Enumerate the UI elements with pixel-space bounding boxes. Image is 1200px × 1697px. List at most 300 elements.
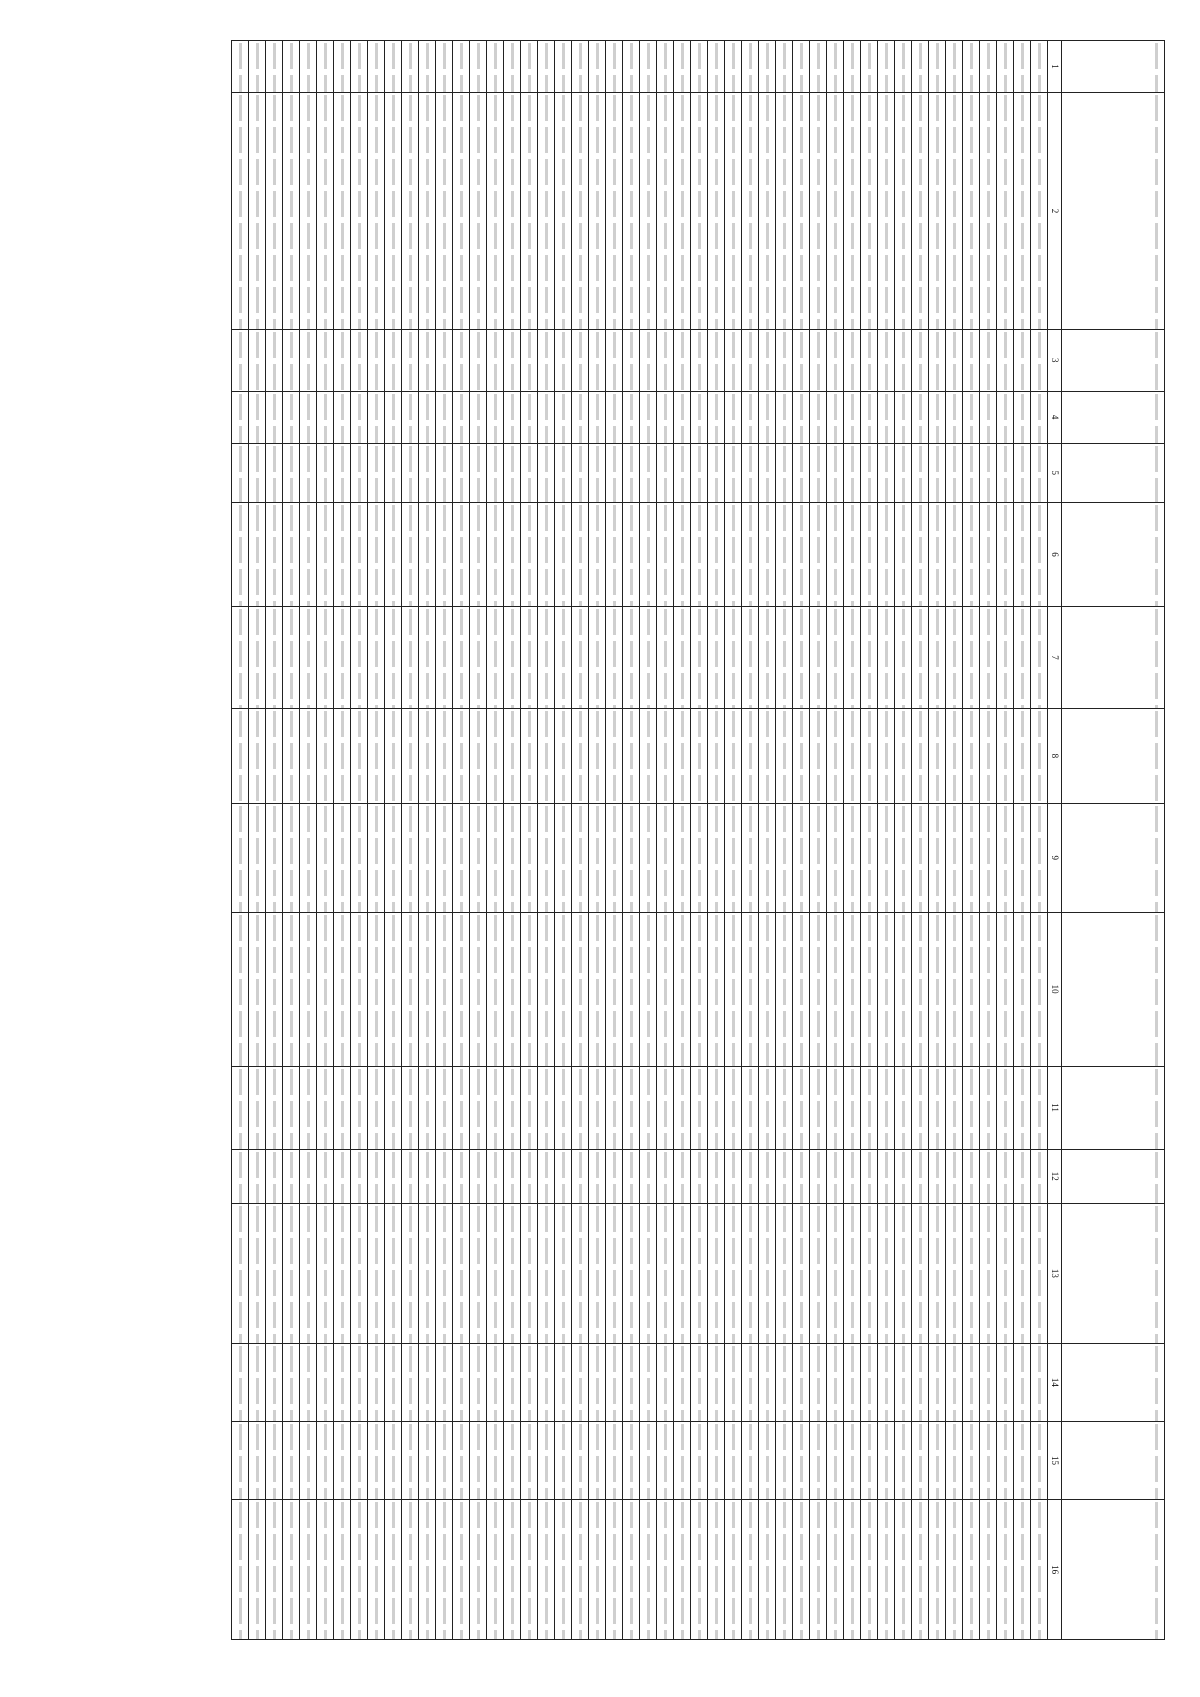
table-cell: [827, 1343, 844, 1421]
column-header: [1062, 1066, 1165, 1149]
table-cell: [538, 1149, 555, 1203]
table-cell: [453, 1149, 470, 1203]
table-cell: [538, 391, 555, 443]
table-cell: [844, 607, 861, 709]
table-cell: [572, 1421, 589, 1499]
table-row: [249, 41, 266, 1640]
table-cell: [1014, 1421, 1031, 1499]
table-cell: [912, 1500, 929, 1640]
table-cell: [334, 502, 351, 606]
table-cell: [878, 391, 895, 443]
table-cell: [963, 1066, 980, 1149]
table-row: [708, 41, 725, 1640]
table-cell: [776, 443, 793, 502]
table-cell: [317, 1421, 334, 1499]
table-cell: [504, 912, 521, 1066]
table-cell: [419, 1421, 436, 1499]
table-cell: [895, 1149, 912, 1203]
table-cell: [946, 1149, 963, 1203]
table-cell: [929, 93, 946, 330]
table-cell: [674, 329, 691, 391]
table-cell: [691, 912, 708, 1066]
table-cell: [963, 93, 980, 330]
table-cell: [521, 443, 538, 502]
table-cell: [810, 803, 827, 912]
table-row: [742, 41, 759, 1640]
table-cell: [402, 1066, 419, 1149]
table-cell: [623, 1500, 640, 1640]
table-cell: [385, 708, 402, 803]
table-cell: [980, 329, 997, 391]
table-cell: [300, 1204, 317, 1344]
table-cell: [640, 1500, 657, 1640]
table-cell: [895, 502, 912, 606]
column-index: 15: [1048, 1421, 1062, 1499]
table-cell: [793, 41, 810, 93]
table-cell: [776, 803, 793, 912]
table-cell: [827, 1500, 844, 1640]
table-cell: [878, 1066, 895, 1149]
table-cell: [300, 803, 317, 912]
table-cell: [776, 1500, 793, 1640]
table-cell: [759, 443, 776, 502]
table-cell: [810, 1204, 827, 1344]
table-cell: [419, 329, 436, 391]
table-row: [640, 41, 657, 1640]
table-cell: [980, 803, 997, 912]
table-cell: [674, 1149, 691, 1203]
table-cell: [249, 1149, 266, 1203]
table-cell: [997, 803, 1014, 912]
table-cell: [929, 803, 946, 912]
table-cell: [895, 708, 912, 803]
table-cell: [725, 803, 742, 912]
table-cell: [300, 708, 317, 803]
table-cell: [453, 391, 470, 443]
table-cell: [810, 93, 827, 330]
table-cell: [1014, 1204, 1031, 1344]
table-cell: [419, 1500, 436, 1640]
table-cell: [606, 1149, 623, 1203]
table-cell: [266, 391, 283, 443]
table-cell: [980, 1421, 997, 1499]
table-cell: [929, 1343, 946, 1421]
table-cell: [640, 1204, 657, 1344]
table-cell: [368, 1500, 385, 1640]
table-cell: [555, 1066, 572, 1149]
column-header: [1062, 607, 1165, 709]
table-cell: [657, 1421, 674, 1499]
table-body: [232, 41, 1048, 1640]
table-row: [606, 41, 623, 1640]
table-cell: [402, 502, 419, 606]
table-cell: [810, 1500, 827, 1640]
table-cell: [334, 1149, 351, 1203]
table-cell: [623, 502, 640, 606]
table-cell: [283, 1204, 300, 1344]
table-cell: [997, 1421, 1014, 1499]
table-cell: [861, 391, 878, 443]
header-row: [1062, 41, 1165, 1640]
table-cell: [912, 1421, 929, 1499]
table-cell: [878, 607, 895, 709]
table-cell: [1031, 607, 1048, 709]
table-cell: [334, 708, 351, 803]
table-cell: [691, 443, 708, 502]
table-cell: [776, 41, 793, 93]
table-cell: [368, 391, 385, 443]
table-cell: [555, 93, 572, 330]
table-cell: [317, 502, 334, 606]
table-cell: [725, 708, 742, 803]
table-cell: [708, 708, 725, 803]
table-cell: [436, 1149, 453, 1203]
table-cell: [555, 1149, 572, 1203]
table-cell: [980, 1066, 997, 1149]
table-cell: [266, 93, 283, 330]
table-cell: [300, 1343, 317, 1421]
table-cell: [623, 443, 640, 502]
table-cell: [793, 1204, 810, 1344]
table-cell: [929, 912, 946, 1066]
table-cell: [844, 391, 861, 443]
table-cell: [606, 912, 623, 1066]
table-row: [691, 41, 708, 1640]
table-cell: [266, 1421, 283, 1499]
table-cell: [538, 607, 555, 709]
table-cell: [929, 607, 946, 709]
table-cell: [606, 443, 623, 502]
table-cell: [861, 708, 878, 803]
table-cell: [980, 502, 997, 606]
table-cell: [402, 708, 419, 803]
table-cell: [691, 329, 708, 391]
table-row: [589, 41, 606, 1640]
table-cell: [419, 443, 436, 502]
table-row: [538, 41, 555, 1640]
table-cell: [861, 1500, 878, 1640]
table-cell: [283, 93, 300, 330]
table-cell: [691, 1421, 708, 1499]
table-cell: [283, 1421, 300, 1499]
table-cell: [810, 391, 827, 443]
table-cell: [878, 803, 895, 912]
table-cell: [334, 1066, 351, 1149]
table-cell: [946, 391, 963, 443]
table-cell: [844, 443, 861, 502]
table-row: [980, 41, 997, 1640]
table-cell: [249, 329, 266, 391]
table-cell: [402, 1204, 419, 1344]
table-cell: [657, 607, 674, 709]
table-cell: [351, 391, 368, 443]
table-cell: [521, 1421, 538, 1499]
table-cell: [997, 391, 1014, 443]
table-cell: [232, 607, 249, 709]
table-cell: [436, 93, 453, 330]
table-cell: [538, 93, 555, 330]
table-cell: [827, 912, 844, 1066]
table-cell: [759, 912, 776, 1066]
table-cell: [912, 502, 929, 606]
table-cell: [368, 607, 385, 709]
table-cell: [963, 708, 980, 803]
table-cell: [997, 1066, 1014, 1149]
table-cell: [776, 391, 793, 443]
table-cell: [249, 912, 266, 1066]
table-cell: [436, 1500, 453, 1640]
table-cell: [232, 1149, 249, 1203]
table-cell: [589, 443, 606, 502]
table-row: [504, 41, 521, 1640]
table-row: [453, 41, 470, 1640]
table-cell: [232, 912, 249, 1066]
table-cell: [912, 93, 929, 330]
table-cell: [895, 1500, 912, 1640]
table-cell: [793, 1149, 810, 1203]
table-cell: [640, 912, 657, 1066]
table-cell: [419, 912, 436, 1066]
table-cell: [657, 1149, 674, 1203]
table-cell: [1031, 708, 1048, 803]
table-cell: [674, 391, 691, 443]
table-cell: [861, 1421, 878, 1499]
table-cell: [963, 329, 980, 391]
table-cell: [623, 1149, 640, 1203]
table-cell: [742, 443, 759, 502]
table-cell: [368, 502, 385, 606]
table-cell: [504, 1343, 521, 1421]
table-cell: [487, 1421, 504, 1499]
table-cell: [810, 443, 827, 502]
table-cell: [419, 93, 436, 330]
table-cell: [912, 912, 929, 1066]
table-cell: [895, 93, 912, 330]
column-header: [1062, 708, 1165, 803]
table-cell: [351, 1421, 368, 1499]
table-cell: [912, 1149, 929, 1203]
table-cell: [725, 1204, 742, 1344]
table-cell: [844, 1343, 861, 1421]
table-cell: [521, 708, 538, 803]
table-cell: [436, 443, 453, 502]
table-cell: [827, 708, 844, 803]
table-cell: [402, 1343, 419, 1421]
table-cell: [691, 708, 708, 803]
table-cell: [606, 708, 623, 803]
table-cell: [385, 1066, 402, 1149]
table-cell: [657, 1500, 674, 1640]
column-index: 3: [1048, 329, 1062, 391]
table-cell: [317, 443, 334, 502]
table-cell: [997, 41, 1014, 93]
table-cell: [895, 443, 912, 502]
table-cell: [232, 1066, 249, 1149]
table-cell: [674, 443, 691, 502]
table-cell: [606, 1343, 623, 1421]
table-cell: [827, 1421, 844, 1499]
table-row: [334, 41, 351, 1640]
table-cell: [725, 1149, 742, 1203]
table-cell: [640, 502, 657, 606]
table-cell: [1031, 1204, 1048, 1344]
table-cell: [861, 1066, 878, 1149]
table-cell: [1014, 1343, 1031, 1421]
table-cell: [776, 329, 793, 391]
table-cell: [1014, 93, 1031, 330]
table-cell: [283, 1343, 300, 1421]
table-cell: [963, 41, 980, 93]
column-index-row: [1048, 41, 1062, 1640]
column-index: 16: [1048, 1500, 1062, 1640]
table-cell: [725, 1343, 742, 1421]
table-cell: [640, 443, 657, 502]
table-cell: [640, 1066, 657, 1149]
table-cell: [606, 41, 623, 93]
table-cell: [300, 912, 317, 1066]
table-cell: [521, 1149, 538, 1203]
table-cell: [487, 1343, 504, 1421]
table-row: [385, 41, 402, 1640]
table-cell: [283, 1500, 300, 1640]
table-cell: [487, 1066, 504, 1149]
table-cell: [929, 1500, 946, 1640]
column-index: 2: [1048, 93, 1062, 330]
table-row: [402, 41, 419, 1640]
table-cell: [793, 607, 810, 709]
table-cell: [555, 1343, 572, 1421]
table-cell: [657, 41, 674, 93]
table-cell: [555, 708, 572, 803]
table-cell: [589, 1500, 606, 1640]
table-cell: [1014, 1500, 1031, 1640]
table-cell: [334, 391, 351, 443]
table-cell: [402, 41, 419, 93]
table-cell: [538, 1500, 555, 1640]
table-cell: [555, 41, 572, 93]
table-cell: [640, 1343, 657, 1421]
table-cell: [878, 1343, 895, 1421]
table-cell: [742, 1149, 759, 1203]
table-cell: [232, 391, 249, 443]
table-cell: [402, 93, 419, 330]
table-cell: [1014, 502, 1031, 606]
table-cell: [708, 1066, 725, 1149]
table-cell: [878, 329, 895, 391]
table-cell: [317, 1343, 334, 1421]
table-cell: [436, 607, 453, 709]
table-cell: [759, 1066, 776, 1149]
table-cell: [1031, 1343, 1048, 1421]
table-cell: [623, 391, 640, 443]
table-cell: [980, 41, 997, 93]
table-row: [1031, 41, 1048, 1640]
table-cell: [759, 1421, 776, 1499]
table-cell: [402, 803, 419, 912]
table-cell: [691, 1343, 708, 1421]
table-cell: [589, 1149, 606, 1203]
table-cell: [572, 1149, 589, 1203]
table-cell: [1014, 41, 1031, 93]
table-row: [283, 41, 300, 1640]
column-index: 6: [1048, 502, 1062, 606]
table-cell: [878, 502, 895, 606]
table-cell: [640, 1421, 657, 1499]
table-cell: [844, 708, 861, 803]
table-cell: [963, 443, 980, 502]
table-cell: [487, 607, 504, 709]
table-row: [793, 41, 810, 1640]
table-cell: [810, 708, 827, 803]
table-cell: [963, 1500, 980, 1640]
column-header: [1062, 93, 1165, 330]
table-row: [419, 41, 436, 1640]
table-cell: [232, 1500, 249, 1640]
table-row: [266, 41, 283, 1640]
table-cell: [385, 443, 402, 502]
table-cell: [504, 1204, 521, 1344]
table-cell: [691, 607, 708, 709]
table-cell: [708, 1149, 725, 1203]
table-cell: [640, 391, 657, 443]
table-cell: [589, 1421, 606, 1499]
table-cell: [742, 1066, 759, 1149]
table-cell: [521, 502, 538, 606]
table-cell: [606, 329, 623, 391]
table-cell: [317, 803, 334, 912]
table-cell: [266, 803, 283, 912]
table-cell: [436, 1421, 453, 1499]
table-cell: [1031, 1066, 1048, 1149]
table-cell: [385, 1204, 402, 1344]
table-cell: [453, 1066, 470, 1149]
table-cell: [249, 1421, 266, 1499]
table-cell: [963, 607, 980, 709]
column-index: 4: [1048, 391, 1062, 443]
table-cell: [232, 1343, 249, 1421]
table-cell: [776, 708, 793, 803]
table-cell: [317, 1500, 334, 1640]
table-cell: [249, 607, 266, 709]
table-cell: [470, 1343, 487, 1421]
table-cell: [759, 1204, 776, 1344]
table-cell: [1031, 1500, 1048, 1640]
table-cell: [385, 1500, 402, 1640]
table-cell: [708, 1500, 725, 1640]
table-cell: [963, 502, 980, 606]
table-cell: [657, 1066, 674, 1149]
table-row: [572, 41, 589, 1640]
table-cell: [895, 329, 912, 391]
table-cell: [385, 1343, 402, 1421]
table-cell: [1014, 803, 1031, 912]
table-cell: [708, 1343, 725, 1421]
table-cell: [300, 1500, 317, 1640]
table-cell: [861, 803, 878, 912]
table-cell: [538, 41, 555, 93]
table-cell: [453, 912, 470, 1066]
table-cell: [351, 912, 368, 1066]
table-cell: [759, 1149, 776, 1203]
table-cell: [623, 1204, 640, 1344]
table-cell: [963, 1149, 980, 1203]
table-cell: [351, 803, 368, 912]
table-row: [657, 41, 674, 1640]
table-cell: [368, 1421, 385, 1499]
table-cell: [453, 607, 470, 709]
table-cell: [317, 391, 334, 443]
table-cell: [742, 607, 759, 709]
